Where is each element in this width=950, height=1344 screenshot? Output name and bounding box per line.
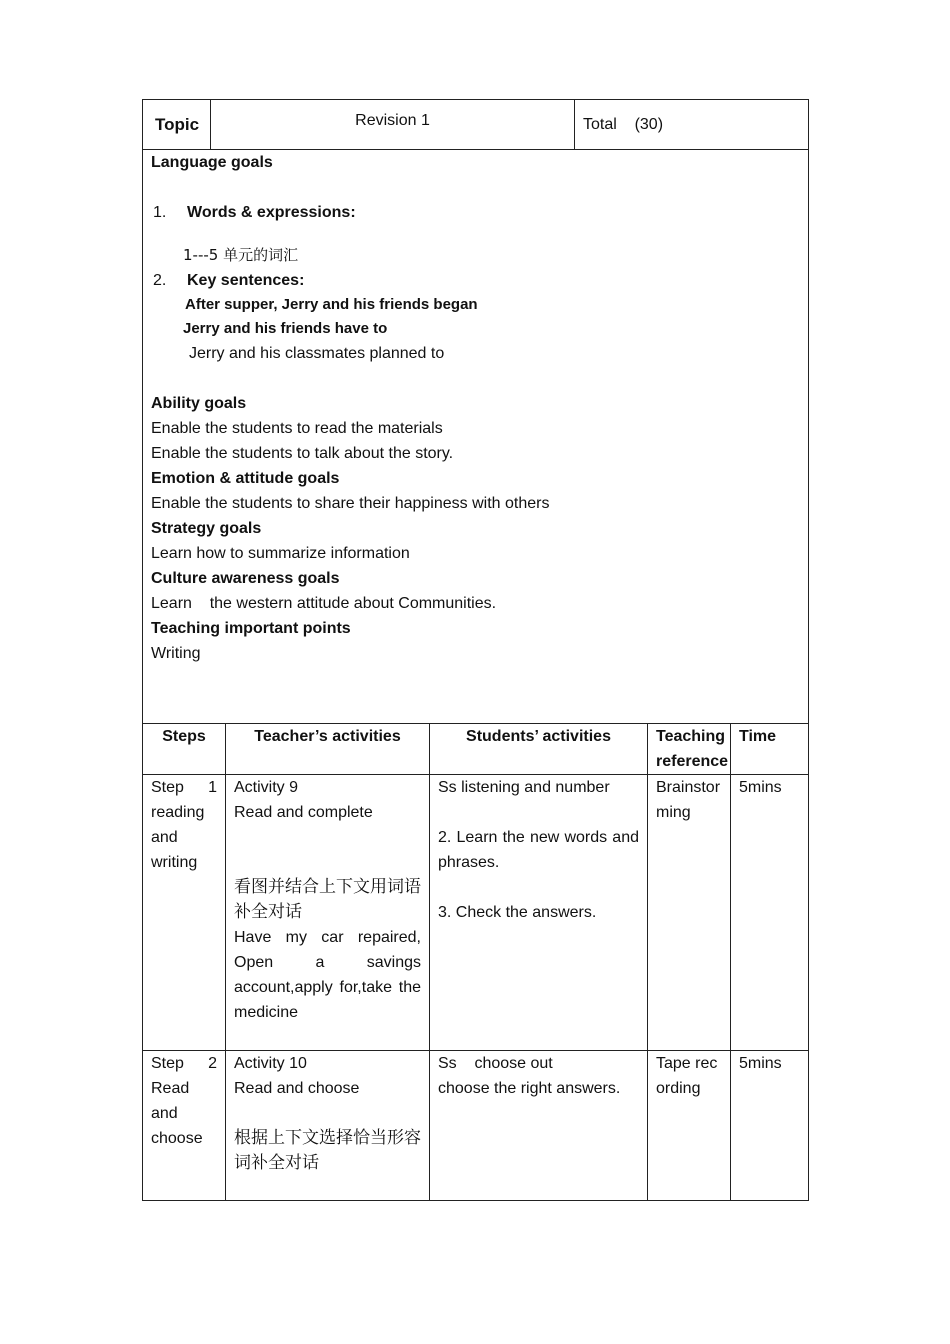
- important-points-heading: Teaching important points: [151, 620, 351, 637]
- header-time: Time: [731, 724, 809, 775]
- reference-1-cell: Brainstorming: [648, 775, 731, 1051]
- culture-goals-heading: Culture awareness goals: [151, 570, 340, 587]
- key-sentence-1: After supper, Jerry and his friends began: [185, 296, 478, 313]
- culture-goal: Learn the western attitude about Communities.: [151, 595, 497, 612]
- goals-row: [143, 150, 809, 724]
- goals-cell: [143, 150, 809, 724]
- emotion-goal: Enable the students to share their happiness with others: [151, 495, 550, 512]
- students-1-b: 2. Learn the new words and phrases.: [438, 829, 639, 871]
- total-value: (30): [634, 115, 664, 133]
- topic-table: [142, 99, 809, 724]
- students-1-cell: [430, 775, 648, 1051]
- students-1-c: 3. Check the answers.: [438, 904, 597, 921]
- students-2-b: choose the right answers.: [438, 1080, 621, 1097]
- teacher-1-task: Read and complete: [234, 804, 373, 821]
- header-reference-text: Teaching reference: [656, 728, 729, 770]
- time-2-cell: 5mins: [731, 1051, 809, 1201]
- header-steps: Steps: [143, 724, 226, 775]
- topic-label: Topic: [143, 100, 211, 150]
- topic-value-cell: [211, 100, 575, 150]
- teacher-1-cell: [226, 775, 430, 1051]
- key-sentence-3: Jerry and his classmates planned to: [189, 345, 445, 362]
- ability-goals-heading: Ability goals: [151, 395, 247, 412]
- steps-header-row: [143, 724, 809, 775]
- time-1-cell: 5mins: [731, 775, 809, 1051]
- key-sentences-label: Key sentences:: [187, 272, 305, 289]
- steps-table: [142, 723, 809, 1201]
- teacher-1-cn: 看图并结合上下文用词语补全对话: [234, 877, 421, 922]
- topic-value: Revision 1: [355, 111, 430, 129]
- key-sentences-number: 2.: [153, 272, 167, 289]
- language-goals-heading: Language goals: [151, 154, 273, 171]
- emotion-goals-heading: Emotion & attitude goals: [151, 470, 340, 487]
- teacher-1-activity: Activity 9: [234, 779, 299, 796]
- key-sentence-2: Jerry and his friends have to: [183, 320, 388, 337]
- words-label: Words & expressions:: [187, 204, 356, 221]
- header-reference: [648, 724, 731, 775]
- ability-goal-2: Enable the students to talk about the story.: [151, 445, 454, 462]
- strategy-goals-heading: Strategy goals: [151, 520, 262, 537]
- teacher-1-detail: Have my car repaired, Open a savings account,apply for,take the medicine: [234, 929, 421, 1021]
- teacher-2-cn: 根据上下文选择恰当形容词补全对话: [234, 1128, 421, 1173]
- strategy-goal: Learn how to summarize information: [151, 545, 410, 562]
- header-students: Students’ activities: [430, 724, 648, 775]
- header-teacher: Teacher’s activities: [226, 724, 430, 775]
- words-content: 1---5 单元的词汇: [183, 246, 299, 264]
- total-label: Total: [583, 115, 617, 133]
- ability-goal-1: Enable the students to read the materials: [151, 420, 443, 437]
- lesson-plan: [142, 99, 808, 1201]
- step-2-cell: Step 2 Read and choose: [143, 1051, 226, 1201]
- table-row: [143, 1051, 809, 1201]
- students-2-a: Ss choose out: [438, 1055, 553, 1072]
- table-row: [143, 775, 809, 1051]
- step-1-cell: Step 1 reading and writing: [143, 775, 226, 1051]
- teacher-2-cell: [226, 1051, 430, 1201]
- topic-total-cell: [575, 100, 809, 150]
- topic-row: [143, 100, 809, 150]
- reference-2-cell: Tape recording: [648, 1051, 731, 1201]
- students-1-a: Ss listening and number: [438, 779, 610, 796]
- words-number: 1.: [153, 204, 167, 221]
- teacher-2-task: Read and choose: [234, 1080, 360, 1097]
- teacher-2-activity: Activity 10: [234, 1055, 307, 1072]
- students-2-cell: [430, 1051, 648, 1201]
- important-point: Writing: [151, 645, 201, 662]
